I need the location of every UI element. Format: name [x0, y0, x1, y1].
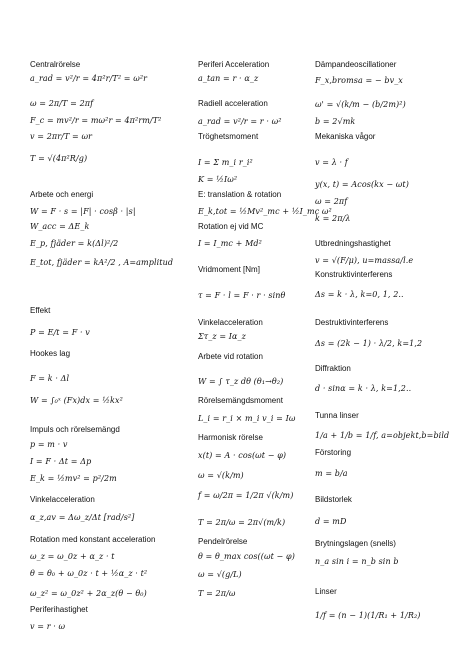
formula-w-acc-e-k: W_acc = ΔE_k [30, 222, 90, 231]
section-heading-pendelrorelse: Pendelrörelse [198, 537, 248, 546]
section-heading-periferihastighet: Periferihastighet [30, 605, 88, 614]
formula-f-x-bromsa-bv-x: F_x,bromsa = − bv_x [315, 76, 403, 85]
formula-z-i-z: Στ_z = Iα_z [198, 332, 246, 341]
formula-g-l: ω = √(g/L) [198, 570, 242, 579]
formula-i-f-t-p: I = F · Δt = Δp [30, 457, 92, 466]
formula-z-0z-z-t: ω_z = ω_0z + α_z · t [30, 552, 115, 561]
formula-w-fx-dx-kx: W = ∫₀ˣ (Fx)dx = ½kx² [30, 396, 123, 405]
formula-w-f-s-f-cos-s: W = F · s = |F| · cosβ · |s| [30, 207, 136, 216]
section-heading-radiell-acceleration: Radiell acceleration [198, 99, 268, 108]
section-heading-konstruktivinterferens: Konstruktivinterferens [315, 270, 393, 279]
section-heading-periferi-acceleration: Periferi Acceleration [198, 60, 270, 69]
section-heading-destruktivinterferens: Destruktivinterferens [315, 318, 389, 327]
section-heading-bildstorlek: Bildstorlek [315, 495, 352, 504]
formula-v-f: v = λ · f [315, 158, 348, 167]
formula-y-x-t-acos-kx-t: y(x, t) = Acos(kx − ωt) [315, 180, 409, 189]
section-heading-troghetsmoment: Tröghetsmoment [198, 132, 259, 141]
formula-1-a-1-b-1-f-a-objekt-b-bild: 1/a + 1/b = 1/f, a=objekt,b=bild [315, 431, 450, 440]
formula-k-2: k = 2π/λ [315, 214, 351, 223]
section-heading-rorelsemangdsmoment: Rörelsemängdsmoment [198, 396, 283, 405]
formula-z-0z-2-z: ω_z² = ω_0z² + 2α_z(θ − θ₀) [30, 589, 147, 598]
section-heading-tunna-linser: Tunna linser [315, 411, 359, 420]
formula-d-sin-k-k-1-2: d · sinα = k · λ, k=1,2.. [315, 384, 412, 393]
section-heading-brytningslagen-snells: Brytningslagen (snells) [315, 539, 396, 548]
formula-2-f: ω = 2πf [315, 197, 348, 206]
formula-0z-t-z-t: θ = θ₀ + ω_0z · t + ½α_z · t² [30, 569, 148, 578]
formula-v-r: v = r · ω [30, 622, 66, 631]
formula-a-rad-v-r-r: a_rad = v²/r = r · ω² [198, 117, 282, 126]
formula-z-av-z-t-rad-s: α_z,av = Δω_z/Δt [rad/s²] [30, 513, 135, 522]
formula-s-k-k-0-1-2: Δs = k · λ, k=0, 1, 2.. [315, 290, 404, 299]
formula-x-t-a-cos-t: x(t) = A · cos(ωt − φ) [198, 451, 287, 460]
section-heading-diffraktion: Diffraktion [315, 364, 351, 373]
formula-i-i-mc-md: I = I_mc + Md² [198, 239, 262, 248]
section-heading-vinkelacceleration: Vinkelacceleration [198, 318, 263, 327]
formula-max-cos-t: θ = θ_max cos((ωt − φ) [198, 552, 295, 561]
formula-l-i-r-i-m-i-v-i-i: L_i = r_i × m_i v_i = Iω [198, 414, 296, 423]
formula-m-b-a: m = b/a [315, 469, 348, 478]
section-heading-rotation-med-konstant-acceleration: Rotation med konstant acceleration [30, 535, 156, 544]
section-heading-effekt: Effekt [30, 306, 51, 315]
formula-e-p-fjader-k-l-2: E_p, fjäder = k(Δl)²/2 [30, 239, 119, 248]
formula-p-m-v: p = m · v [30, 440, 68, 449]
formula-e-tot-fjader-ka-2-a-amplitud: E_tot, fjäder = kA²/2 , A=amplitud [30, 258, 174, 267]
formula-v-2-r-t-r: v = 2πr/T = ωr [30, 132, 93, 141]
section-heading-utbredningshastighet: Utbredningshastighet [315, 239, 391, 248]
formula-i-m-i-r-i: I = Σ m_i r_i² [198, 158, 253, 167]
formula-b-2-mk: b = 2√mk [315, 117, 356, 126]
formula-e-k-tot-mv-mc-i-mc: E_k,tot = ½Mv²_mc + ½I_mc ω² [198, 207, 332, 216]
formula-t-2: T = 2π/ω [198, 589, 236, 598]
section-heading-arbete-vid-rotation: Arbete vid rotation [198, 352, 263, 361]
formula-f-l-f-r-sin: τ = F · l = F · r · sinθ [198, 291, 286, 300]
section-heading-impuls-och-rorelsemangd: Impuls och rörelsemängd [30, 425, 120, 434]
formula-a-tan-r-z: a_tan = r · α_z [198, 74, 259, 83]
formula-a-rad-v-r-4-r-t-r: a_rad = v²/r = 4π²r/T² = ω²r [30, 74, 148, 83]
section-heading-rotation-ej-vid-mc: Rotation ej vid MC [198, 222, 264, 231]
formula-p-e-t-f-v: P = E/t = F · v [30, 328, 90, 337]
formula-d-md: d = mD [315, 517, 347, 526]
formula-k-i: K = ½Iω² [198, 175, 238, 184]
formula-n-a-sin-i-n-b-sin-b: n_a sin i = n_b sin b [315, 557, 399, 566]
formula-w-z-d: W = ∫ τ_z dθ (θ₁→θ₂) [198, 377, 284, 386]
section-heading-mekaniska-vagor: Mekaniska vågor [315, 132, 376, 141]
formula-f-k-l: F = k · Δl [30, 374, 70, 383]
section-heading-vridmoment-nm: Vridmoment [Nm] [198, 265, 260, 274]
section-heading-centralrorelse: Centralrörelse [30, 60, 81, 69]
formula-2-t-2-f: ω = 2π/T = 2πf [30, 99, 94, 108]
formula-t-2-2-m-k: T = 2π/ω = 2π√(m/k) [198, 518, 286, 527]
section-heading-forstoring: Förstoring [315, 448, 352, 457]
section-heading-vinkelacceleration: Vinkelacceleration [30, 495, 95, 504]
formula-f-c-mv-r-m-r-4-rm-t: F_c = mv²/r = mω²r = 4π²rm/T² [30, 116, 162, 125]
section-heading-linser: Linser [315, 587, 337, 596]
formula-k-m-b-2m: ω' = √(k/m − (b/2m)²) [315, 100, 406, 109]
section-heading-dampandeoscillationer: Dämpandeoscillationer [315, 60, 397, 69]
formula-s-2k-1-2-k-1-2: Δs = (2k − 1) · λ/2, k=1,2 [315, 339, 423, 348]
formula-f-2-1-2-k-m: f = ω/2π = 1/2π √(k/m) [198, 491, 294, 500]
formula-k-m: ω = √(k/m) [198, 471, 244, 480]
section-heading-hookes-lag: Hookes lag [30, 349, 71, 358]
section-heading-arbete-och-energi: Arbete och energi [30, 190, 94, 199]
formula-t-4-r-g: T = √(4π²R/g) [30, 154, 88, 163]
section-heading-e-translation-rotation: E: translation & rotation [198, 190, 282, 199]
formula-e-k-mv-p-2m: E_k = ½mv² = p²/2m [30, 474, 117, 483]
formula-1-f-n-1-1-r-1-r: 1/f = (n − 1)(1/R₁ + 1/R₂) [315, 611, 421, 620]
formula-v-f-u-massa-l-e: v = √(F/μ), u=massa/l.e [315, 256, 414, 265]
section-heading-harmonisk-rorelse: Harmonisk rörelse [198, 433, 263, 442]
